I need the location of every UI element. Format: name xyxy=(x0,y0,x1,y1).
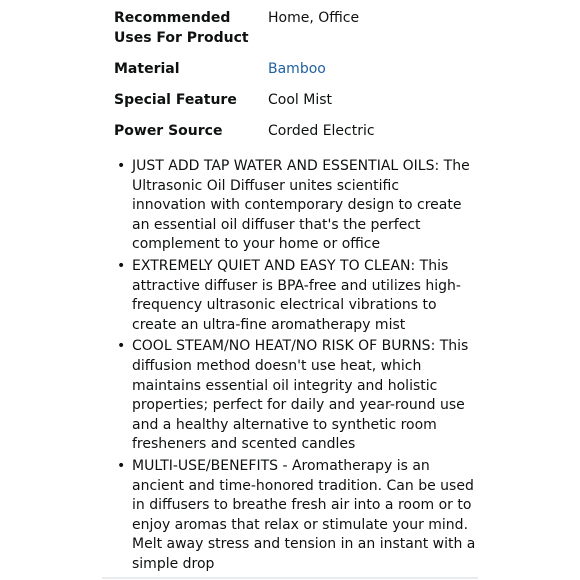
bullet-dot-icon: • xyxy=(117,257,126,274)
scroll-edge-divider xyxy=(102,577,478,579)
list-item xyxy=(114,337,476,455)
bullet-text: JUST ADD TAP WATER AND ESSENTIAL OILS: The Ultrasonic Oil Diffuser unites scientific innovation with contemporary design to create an essential oil diffuser that's the perfect complement to your home or office xyxy=(132,158,470,253)
spec-value: Cool Mist xyxy=(268,92,332,108)
bullet-text: EXTREMELY QUIET AND EASY TO CLEAN: This attractive diffuser is BPA-free and utilizes high-frequency ultrasonic electrical vibrations to create an ultra-fine aromatherapy mist xyxy=(132,257,461,333)
bullet-text: COOL STEAM/NO HEAT/NO RISK OF BURNS: This diffusion method doesn't use heat, which maintains essential oil integrity and holistic properties; perfect for daily and year-round use and a healthy alternative to synthetic room fresheners and scented candles xyxy=(132,338,469,453)
list-item xyxy=(114,257,476,335)
list-item xyxy=(114,157,476,255)
spec-row-material xyxy=(114,59,554,90)
product-specs-table xyxy=(114,8,554,152)
material-link[interactable]: Bamboo xyxy=(268,61,326,77)
bullet-dot-icon: • xyxy=(117,457,126,474)
spec-label: Material xyxy=(114,61,180,77)
list-item xyxy=(114,457,476,575)
spec-value: Corded Electric xyxy=(268,123,375,139)
spec-label: Power Source xyxy=(114,123,223,139)
feature-bullet-list xyxy=(114,157,476,576)
bullet-dot-icon: • xyxy=(117,338,126,355)
bullet-dot-icon: • xyxy=(117,158,126,174)
spec-label: Recommended Uses For Product xyxy=(114,10,249,46)
spec-value: Home, Office xyxy=(268,10,360,26)
spec-row-power-source xyxy=(114,121,554,152)
spec-row-recommended-uses xyxy=(114,8,554,59)
spec-row-special-feature xyxy=(114,90,554,121)
bullet-text: MULTI-USE/BENEFITS - Aromatherapy is an ancient and time-honored tradition. Can be used in diffusers to breathe fresh air into a room or to enjoy aromas that relax or stimulate your mind. Melt away stress and tension in an instant with a simple drop xyxy=(132,457,476,572)
spec-label: Special Feature xyxy=(114,92,237,108)
